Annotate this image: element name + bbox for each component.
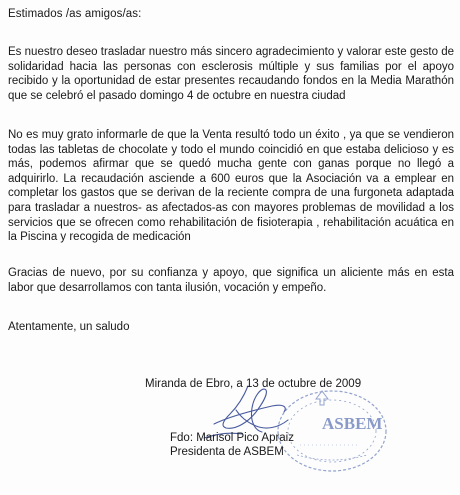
paragraph-sale-results: No es muy grato informarle de que la Venta resultó todo un éxito , ya que se vendieron todas las tabletas de chocolate y todo el mundo coincidió en que estaba delicioso y es más, podemos afirmar que se quedó mucha gente con ganas porque no llegó a adquirirlo. La recaudación asciende a 600 euros que la Asociación va a emplear en completar los gastos que se derivan de la reciente compra de una furgoneta adaptada para trasladar a nuestros- as afectados-as con mayores problemas de movilidad a los servicios que se ofrecen como rehabilitación de fisioterapia , rehabilitación acuática en la Piscina y recogida de medicación xyxy=(8,129,454,244)
place-date: Miranda de Ebro, a 13 de octubre de 2009 xyxy=(145,378,362,390)
stamp-text: ASBEM xyxy=(322,414,383,433)
paragraph-thanks: Es nuestro deseo trasladar nuestro más sincero agradecimiento y valorar este gesto de solidaridad hacia las personas con esclerosis múltiple y sus familias por el apoyo recibido y la oportunidad de estar presentes recaudando fondos en la Media Marathón que se celebró el pasado domingo 4 de octubre en nuestra ciudad xyxy=(8,46,454,102)
salutation: Estimados /as amigos/as: xyxy=(8,8,142,20)
signature-role: Presidenta de ASBEM xyxy=(170,446,284,458)
closing: Atentamente, un saludo xyxy=(8,321,130,333)
signature-name: Fdo: Marisol Pico Apraiz xyxy=(170,432,294,444)
paragraph-gratitude: Gracias de nuevo, por su confianza y apoyo, que significa un aliciente más en esta labor que desarrollamos con tanta ilusión, vocación y empeño. xyxy=(8,267,454,294)
